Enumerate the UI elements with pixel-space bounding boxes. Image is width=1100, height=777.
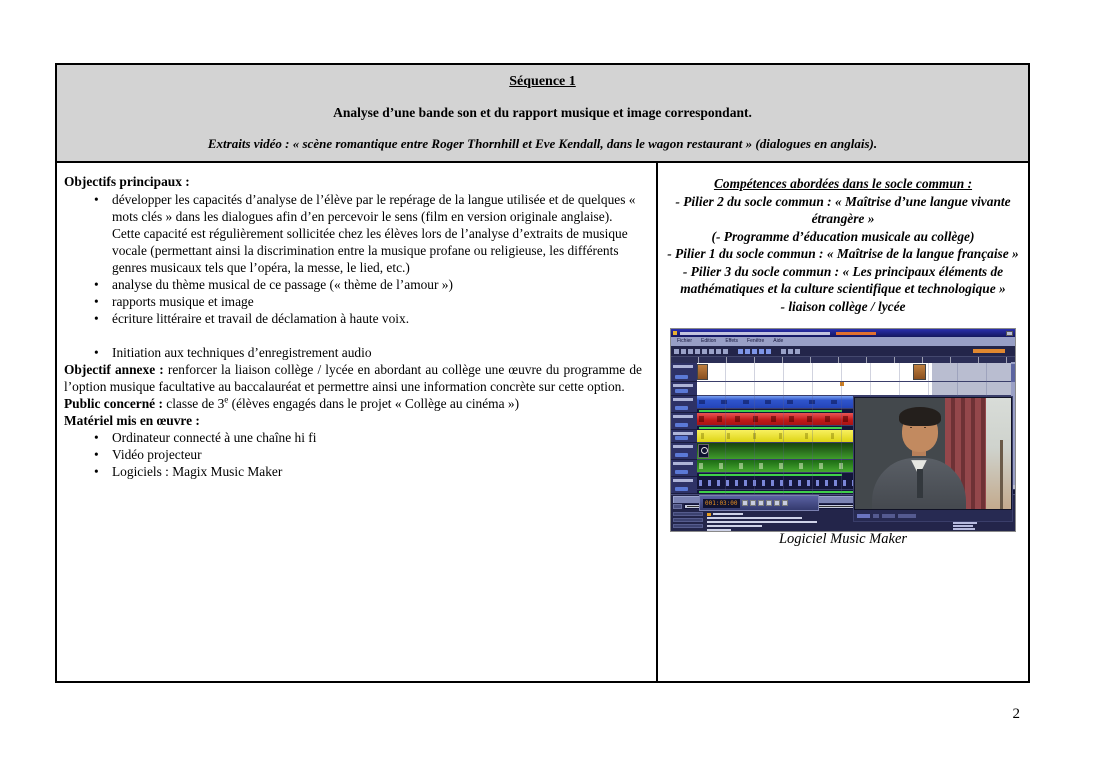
category-button [673, 524, 703, 528]
table-body [57, 163, 1028, 681]
track-header [671, 460, 697, 477]
record-button [774, 500, 780, 506]
audio-track [671, 382, 1015, 396]
preview-controls [854, 510, 1012, 521]
close-icon [1006, 331, 1013, 336]
menu-effets: Effets [725, 338, 739, 344]
list-item: • Logiciels : Magix Music Maker [64, 463, 642, 480]
toolbar-icon [709, 349, 714, 354]
toolbar-icon [795, 349, 800, 354]
pilier-2: - Pilier 2 du socle commun : « Maîtrise d’une langue vivante étrangère » [675, 193, 1011, 226]
toolbar-icon [738, 349, 743, 354]
objectives-heading: Objectifs principaux : [64, 174, 190, 189]
menu-fenetre: Fenêtre [747, 338, 765, 344]
mm-menubar [671, 337, 1015, 346]
loop-button [782, 500, 788, 506]
mm-toolbar [671, 346, 1015, 356]
page-number: 2 [1012, 706, 1020, 722]
toolbar-icon [766, 349, 771, 354]
video-preview-window [853, 396, 1013, 522]
toolbar-icon [674, 349, 679, 354]
toolbar-icon [695, 349, 700, 354]
list-item: • analyse du thème musical de ce passage (« thème de l’amour ») [64, 276, 642, 293]
browser-categories [671, 510, 705, 531]
music-maker-screenshot [671, 329, 1015, 531]
track-header [671, 443, 697, 460]
track-header [671, 363, 697, 382]
list-item: • Initiation aux techniques d’enregistrement audio [64, 344, 642, 361]
programme-note: (- Programme d’éducation musicale au collège) [711, 228, 975, 244]
liaison-note: - liaison collège / lycée [780, 298, 906, 314]
track-header [671, 413, 697, 430]
menu-aide: Aide [773, 338, 784, 344]
toolbar-icon [702, 349, 707, 354]
track-header [671, 382, 697, 396]
annex-objective: Objectif annexe : renforcer la liaison collège / lycée en abordant au collège une œuvre du programme de l’option musique facultative au baccalauréat et permettre ainsi une information concrète sur cette option. [64, 362, 642, 394]
window-title-highlight [836, 332, 876, 335]
actor-hair [899, 407, 940, 426]
preview-button [898, 514, 916, 518]
preview-button [882, 514, 895, 518]
toolbar-icon [723, 349, 728, 354]
actor-eye [910, 427, 912, 428]
mm-titlebar [671, 329, 1015, 337]
sequence-table [55, 63, 1030, 683]
timecode-display: 001:03:00 [705, 499, 738, 507]
list-item: • rapports musique et image [64, 293, 642, 310]
window-frame-bar [1000, 440, 1003, 509]
category-button [673, 512, 703, 516]
path-dropdown [673, 504, 682, 509]
objectives-cell [57, 163, 658, 681]
rewind-button [742, 500, 748, 506]
material-list [64, 429, 642, 480]
material-heading: Matériel mis en œuvre : [64, 413, 200, 428]
timeline-ruler [671, 356, 1015, 363]
track-header [671, 477, 697, 494]
transport-bar [699, 495, 819, 511]
sequence-title: Séquence 1 [509, 74, 576, 89]
category-button [673, 518, 703, 522]
video-track [671, 363, 1015, 382]
pilier-3: - Pilier 3 du socle commun : « Les principaux éléments de mathématiques et la culture scientifique et technologique » [680, 263, 1006, 296]
track-header [671, 396, 697, 413]
forward-button [766, 500, 772, 506]
list-item: • Ordinateur connecté à une chaîne hi fi [64, 429, 642, 446]
folder-icon [707, 513, 711, 516]
objectives-note: Cette capacité est régulièrement sollicitée chez les élèves lors de l’analyse d’extraits de musique vocale (permettant ainsi la discrimination entre la musique profane ou religieuse, les différents genres musicaux tels que l’opéra, la messe, le lied, etc.) [112, 226, 628, 275]
window-title-text [680, 332, 830, 335]
toolbar-icon [759, 349, 764, 354]
toolbar-icon [745, 349, 750, 354]
toolbar-icon [681, 349, 686, 354]
track-header [671, 430, 697, 443]
table-header [57, 65, 1028, 163]
video-extract-note: Extraits vidéo : « scène romantique entre Roger Thornhill et Eve Kendall, dans le wagon restaurant » (dialogues en anglais). [207, 136, 878, 151]
objectives-list [64, 191, 642, 361]
toolbar-icon [752, 349, 757, 354]
screenshot-caption: Logiciel Music Maker [778, 531, 908, 547]
actor-tie [917, 469, 923, 498]
competences-heading: Compétences abordées dans le socle commun : [713, 176, 973, 191]
stop-button [750, 500, 756, 506]
list-item: • développer les capacités d’analyse de l’élève par le repérage de la langue utilisée et de quelques « mots clés » dans les dialogues afin d’en percevoir le sens (film en version originale anglaise). Cette capacité est régulièrement sollicitée chez les élèves lors de l’analyse d’extraits de musique vocale (permettant ainsi la discrimination entre la musique profane ou religieuse, les différents genres musicaux tels que l’opéra, la messe, le lied, etc.) [64, 191, 642, 276]
pilier-1: - Pilier 1 du socle commun : « Maîtrise de la langue française » [667, 246, 1019, 261]
list-item: • écriture littéraire et travail de déclamation à haute voix. [64, 310, 642, 327]
toolbar-icon [716, 349, 721, 354]
app-icon [673, 331, 677, 335]
toolbar-icon [788, 349, 793, 354]
menu-edition: Edition [701, 338, 717, 344]
train-window [986, 398, 1011, 509]
sequence-subtitle: Analyse d’une bande son et du rapport musique et image correspondant. [333, 105, 752, 120]
list-item: • Vidéo projecteur [64, 446, 642, 463]
video-frame [855, 398, 1011, 509]
preview-button [873, 514, 879, 518]
toolbar-timecode [973, 349, 1005, 353]
preview-button [857, 514, 870, 518]
toolbar-icon [781, 349, 786, 354]
actor-eye [924, 427, 926, 428]
competences-cell [658, 163, 1028, 681]
target-audience: Public concerné : classe de 3e (élèves engagés dans le projet « Collège au cinéma ») [64, 394, 520, 411]
menu-fichier: Fichier [677, 338, 693, 344]
toolbar-icon [688, 349, 693, 354]
play-button [758, 500, 764, 506]
